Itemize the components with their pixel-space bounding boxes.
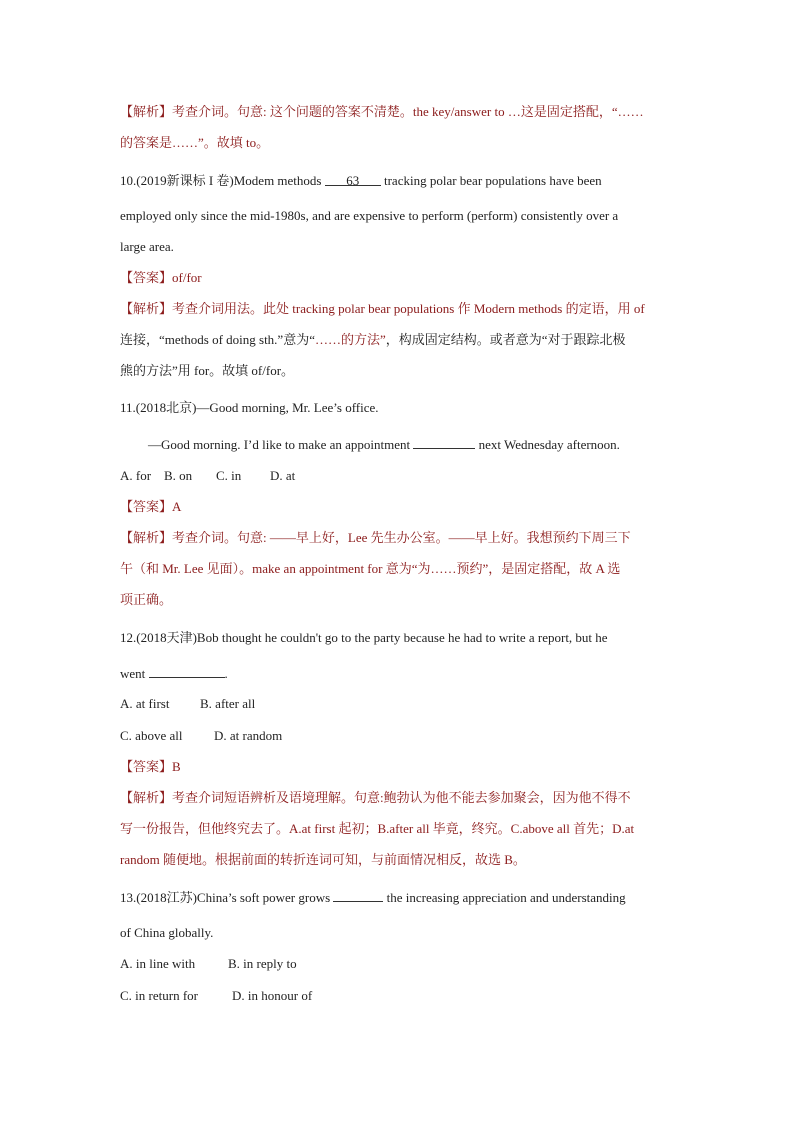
option-a: A. in line with (120, 956, 196, 971)
answer-tag: 【答案】 (120, 270, 173, 285)
option-a: A. at first (120, 696, 170, 711)
explanation-line: 项正确。 (120, 592, 173, 607)
answer-tag: 【答案】 (120, 759, 173, 774)
question-13-stem: 13.(2018江苏)China’s soft power grows the increasing appreciation and understanding (120, 887, 626, 908)
answer-blank (149, 663, 225, 678)
answer-value: A (172, 499, 182, 514)
question-10-stem: 10.(2019新课标 I 卷)Modem methods 63 tracking polar bear populations have been (120, 173, 602, 188)
answer-blank (333, 887, 383, 902)
question-11-stem: —Good morning. I’d like to make an appointment next Wednesday afternoon. (148, 434, 620, 455)
option-d: D. in honour of (232, 988, 313, 1003)
question-12-stem: 12.(2018天津)Bob thought he couldn't go to the party because he had to write a report, but he (120, 630, 608, 645)
explanation-line: random 随便地。根据前面的转折连词可知，与前面情况相反，故选 B。 (120, 852, 526, 867)
option-b: B. on (164, 468, 193, 483)
explanation-tag: 【解析】 (120, 790, 173, 805)
answer-blank (413, 434, 475, 449)
question-12-stem: went . (120, 663, 228, 684)
answer-line (120, 757, 181, 777)
answer-line (120, 268, 202, 288)
question-13-options (120, 954, 297, 974)
explanation-line: 午（和 Mr. Lee 见面）。make an appointment for 意为“为……预约”，是固定搭配，故 A 选 (120, 561, 621, 576)
question-12-options (120, 694, 255, 714)
question-13-stem: of China globally. (120, 925, 214, 940)
answer-tag: 【答案】 (120, 499, 173, 514)
option-d: D. at random (214, 728, 283, 743)
answer-blank: 63 (325, 171, 381, 186)
explanation-line: 【解析】考查介词。句意: ——早上好，Lee 先生办公室。——早上好。我想预约下周三下 (120, 530, 631, 545)
explanation-line: 连接，“methods of doing sth.”意为“……的方法”，构成固定结构。或者意为“对于跟踪北极 (120, 332, 626, 347)
option-c: C. above all (120, 728, 183, 743)
option-c: C. in return for (120, 988, 198, 1003)
answer-line (120, 497, 181, 517)
answer-value: B (172, 759, 181, 774)
question-13-options (120, 986, 312, 1006)
question-11-options (120, 466, 295, 486)
question-10-stem: employed only since the mid-1980s, and are expensive to perform (perform) consistently over a (120, 208, 619, 223)
option-d: D. at (270, 468, 296, 483)
question-10-stem: large area. (120, 239, 174, 254)
explanation-line: 的答案是……”。故填 to。 (120, 135, 270, 150)
question-11-stem: 11.(2018北京)—Good morning, Mr. Lee’s office. (120, 400, 379, 415)
explanation-tag: 【解析】 (120, 301, 173, 316)
option-b: B. after all (200, 696, 256, 711)
question-12-options (120, 726, 282, 746)
explanation-line: 【解析】考查介词短语辨析及语境理解。句意:鲍勃认为他不能去参加聚会，因为他不得不 (120, 790, 631, 805)
explanation-tag: 【解析】 (120, 530, 173, 545)
option-a: A. for (120, 468, 152, 483)
explanation-line: 熊的方法”用 for。故填 of/for。 (120, 363, 295, 378)
explanation-line: 【解析】考查介词用法。此处 tracking polar bear populations 作 Modern methods 的定语，用 of (120, 301, 645, 316)
option-c: C. in (216, 468, 242, 483)
explanation-line: 【解析】考查介词。句意: 这个问题的答案不清楚。the key/answer to …这是固定搭配，“…… (120, 104, 644, 119)
option-b: B. in reply to (228, 956, 297, 971)
answer-value: of/for (172, 270, 202, 285)
explanation-line: 写一份报告，但他终究去了。A.at first 起初；B.after all 毕竟，终究。C.above all 首先；D.at (120, 821, 635, 836)
explanation-tag: 【解析】 (120, 104, 173, 119)
